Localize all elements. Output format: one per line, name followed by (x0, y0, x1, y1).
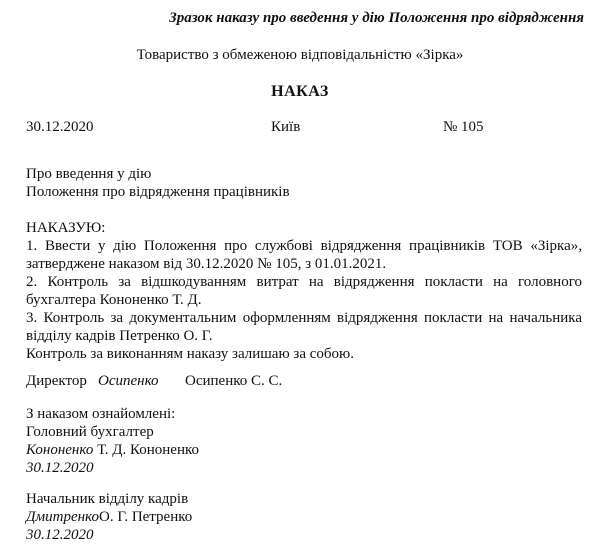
sample-title: Зразок наказу про введення у дію Положення про відрядження (169, 10, 584, 26)
item-1-line-1: 1. Ввести у дію Положення про службові відрядження працівників ТОВ «Зірка», (26, 238, 582, 254)
director-name: Осипенко С. С. (185, 373, 283, 389)
director-signature: Осипенко (98, 373, 159, 389)
accountant-date: 30.12.2020 (26, 460, 94, 476)
company-name: Товариство з обмеженою відповідальністю «Зірка» (136, 47, 464, 63)
document-title: НАКАЗ (271, 83, 329, 100)
hr-head-name: О. Г. Петренко (99, 509, 193, 525)
item-3-line-1: 3. Контроль за документальним оформленням відрядження покласти на начальника (26, 310, 582, 326)
accountant-position: Головний бухгалтер (26, 424, 154, 440)
director-position: Директор (26, 373, 87, 389)
subject-line-2: Положення про відрядження працівників (26, 184, 290, 200)
acquainted-label: З наказом ознайомлені: (26, 406, 176, 422)
subject-line-1: Про введення у дію (26, 166, 152, 182)
accountant-sign-line (26, 441, 199, 459)
control-clause: Контроль за виконанням наказу залишаю за собою. (26, 346, 354, 362)
item-1-line-2: затверджене наказом від 30.12.2020 № 105, з 01.01.2021. (26, 256, 387, 272)
order-number: № 105 (443, 119, 484, 135)
item-2-line-1: 2. Контроль за відшкодуванням витрат на відрядження покласти на головного (26, 274, 582, 290)
hr-head-position: Начальник відділу кадрів (26, 491, 189, 507)
accountant-name: Т. Д. Кононенко (97, 442, 199, 458)
item-2-line-2: бухгалтера Кононенко Т. Д. (26, 292, 202, 308)
order-date: 30.12.2020 (26, 119, 94, 135)
hr-head-sign-line (26, 508, 192, 526)
hr-head-date: 30.12.2020 (26, 527, 94, 543)
order-city: Київ (271, 119, 301, 135)
order-word: НАКАЗУЮ: (26, 220, 106, 236)
accountant-signature: Кононенко (26, 442, 94, 458)
hr-head-signature: Дмитренко (26, 509, 99, 525)
item-3-line-2: відділу кадрів Петренко О. Г. (26, 328, 213, 344)
